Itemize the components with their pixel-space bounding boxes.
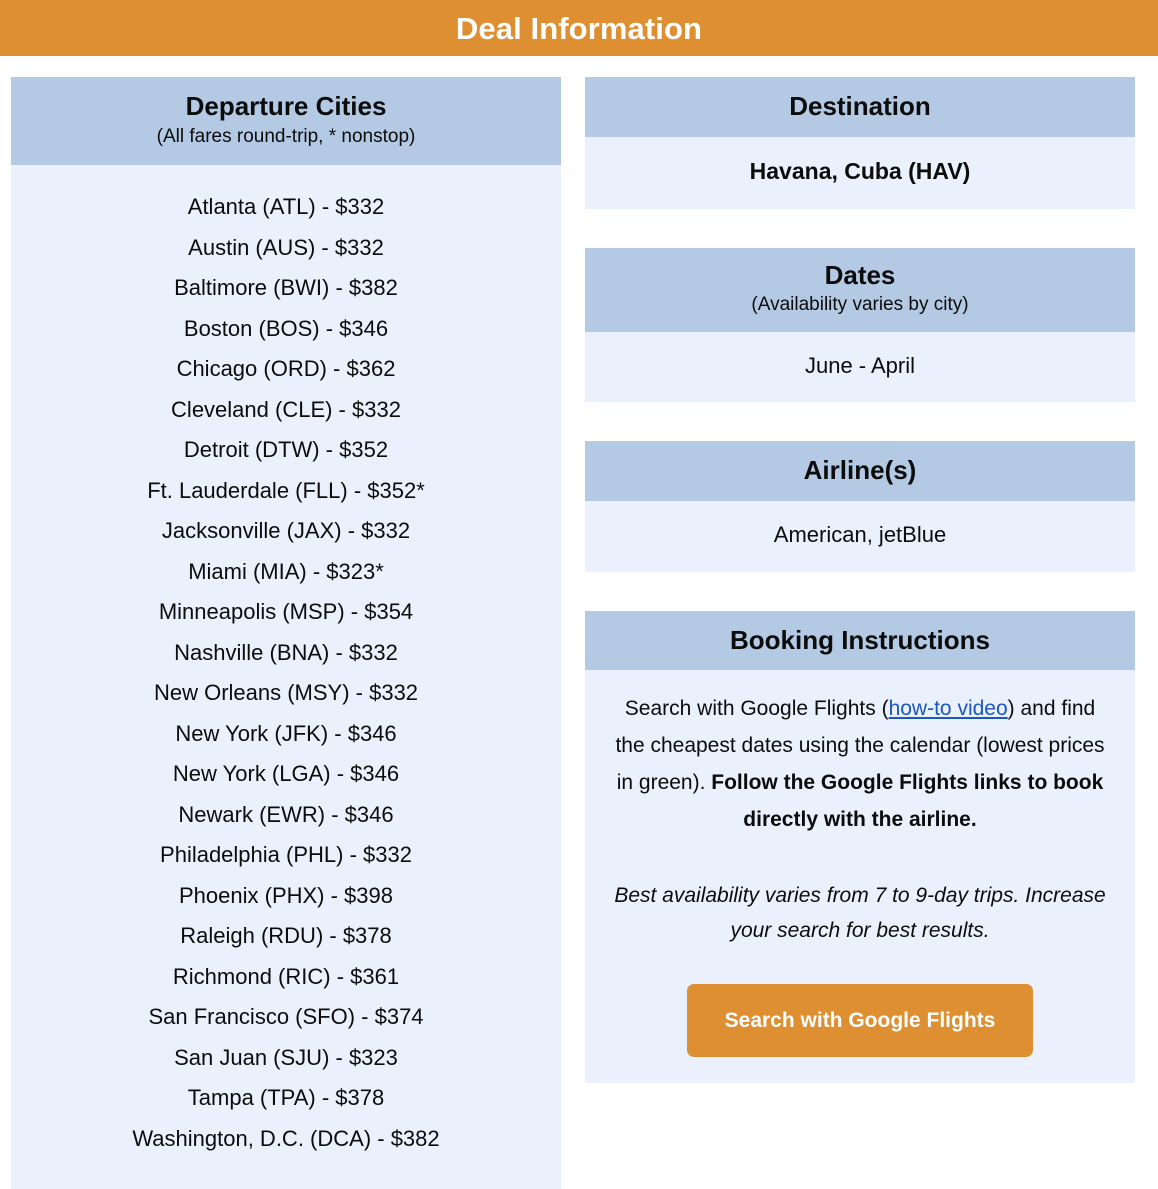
destination-heading: Destination — [789, 91, 931, 121]
dates-panel — [585, 248, 1135, 403]
list-item: San Francisco (SFO) - $374 — [148, 1004, 424, 1030]
airlines-value: American, jetBlue — [773, 522, 947, 548]
cta-container — [609, 984, 1111, 1057]
list-item: Tampa (TPA) - $378 — [187, 1085, 385, 1111]
list-item: Washington, D.C. (DCA) - $382 — [132, 1125, 440, 1151]
airlines-header — [585, 441, 1135, 501]
destination-header — [585, 77, 1135, 137]
airlines-panel — [585, 441, 1135, 571]
booking-text-part1: Search with Google Flights ( — [624, 697, 889, 721]
departure-cities-subheading: (All fares round-trip, * nonstop) — [156, 125, 416, 147]
booking-instructions-header — [585, 611, 1135, 671]
list-item: Cleveland (CLE) - $332 — [171, 396, 401, 422]
list-item: Detroit (DTW) - $352 — [183, 437, 389, 463]
list-item: Nashville (BNA) - $332 — [174, 639, 398, 665]
departure-column — [11, 77, 561, 1189]
dates-subheading: (Availability varies by city) — [751, 294, 969, 316]
destination-panel — [585, 77, 1135, 209]
list-item: Richmond (RIC) - $361 — [172, 963, 400, 989]
list-item: Atlanta (ATL) - $332 — [187, 194, 385, 220]
list-item: New York (JFK) - $346 — [175, 720, 397, 746]
booking-text-part2: ) and find the cheapest dates using the calendar (lowest prices in green). — [615, 697, 1105, 795]
airlines-heading: Airline(s) — [803, 455, 917, 486]
list-item: Boston (BOS) - $346 — [183, 315, 389, 341]
page-title: Deal Information — [455, 10, 703, 46]
destination-value: Havana, Cuba (HAV) — [749, 157, 971, 184]
list-item: Ft. Lauderdale (FLL) - $352* — [147, 477, 425, 503]
list-item: New York (LGA) - $346 — [172, 761, 400, 787]
departure-cities-heading: Departure Cities — [185, 91, 387, 121]
list-item: Minneapolis (MSP) - $354 — [158, 599, 414, 625]
list-item: Raleigh (RDU) - $378 — [180, 923, 392, 949]
content-columns — [0, 56, 1158, 1189]
search-google-flights-button[interactable]: Search with Google Flights — [687, 984, 1034, 1057]
booking-instructions-text — [609, 690, 1111, 838]
page-title-bar — [0, 0, 1158, 56]
dates-value: June - April — [804, 352, 916, 378]
list-item: Philadelphia (PHL) - $332 — [160, 842, 412, 868]
booking-availability-note: Best availability varies from 7 to 9-day trips. Increase your search for best results. — [614, 884, 1106, 943]
details-column — [585, 77, 1135, 1083]
list-item: New Orleans (MSY) - $332 — [153, 680, 419, 706]
list-item: Baltimore (BWI) - $382 — [174, 275, 398, 301]
list-item: Newark (EWR) - $346 — [178, 801, 394, 827]
booking-instructions-heading: Booking Instructions — [730, 624, 990, 655]
dates-header — [585, 248, 1135, 332]
list-item: San Juan (SJU) - $323 — [174, 1044, 398, 1070]
booking-instructions-body — [585, 670, 1135, 1083]
booking-text-bold: Follow the Google Flights links to book directly with the airline. — [711, 771, 1104, 832]
departure-cities-panel — [11, 77, 561, 1189]
booking-instructions-panel — [585, 611, 1135, 1084]
list-item: Austin (AUS) - $332 — [188, 234, 384, 260]
departure-cities-header — [11, 77, 561, 165]
list-item: Phoenix (PHX) - $398 — [179, 882, 393, 908]
list-item: Chicago (ORD) - $362 — [176, 356, 396, 382]
list-item: Jacksonville (JAX) - $332 — [161, 518, 411, 544]
how-to-video-link[interactable]: how-to video — [888, 697, 1008, 721]
list-item: Miami (MIA) - $323* — [188, 558, 384, 584]
departure-cities-list — [11, 165, 561, 1189]
dates-heading: Dates — [824, 259, 896, 290]
